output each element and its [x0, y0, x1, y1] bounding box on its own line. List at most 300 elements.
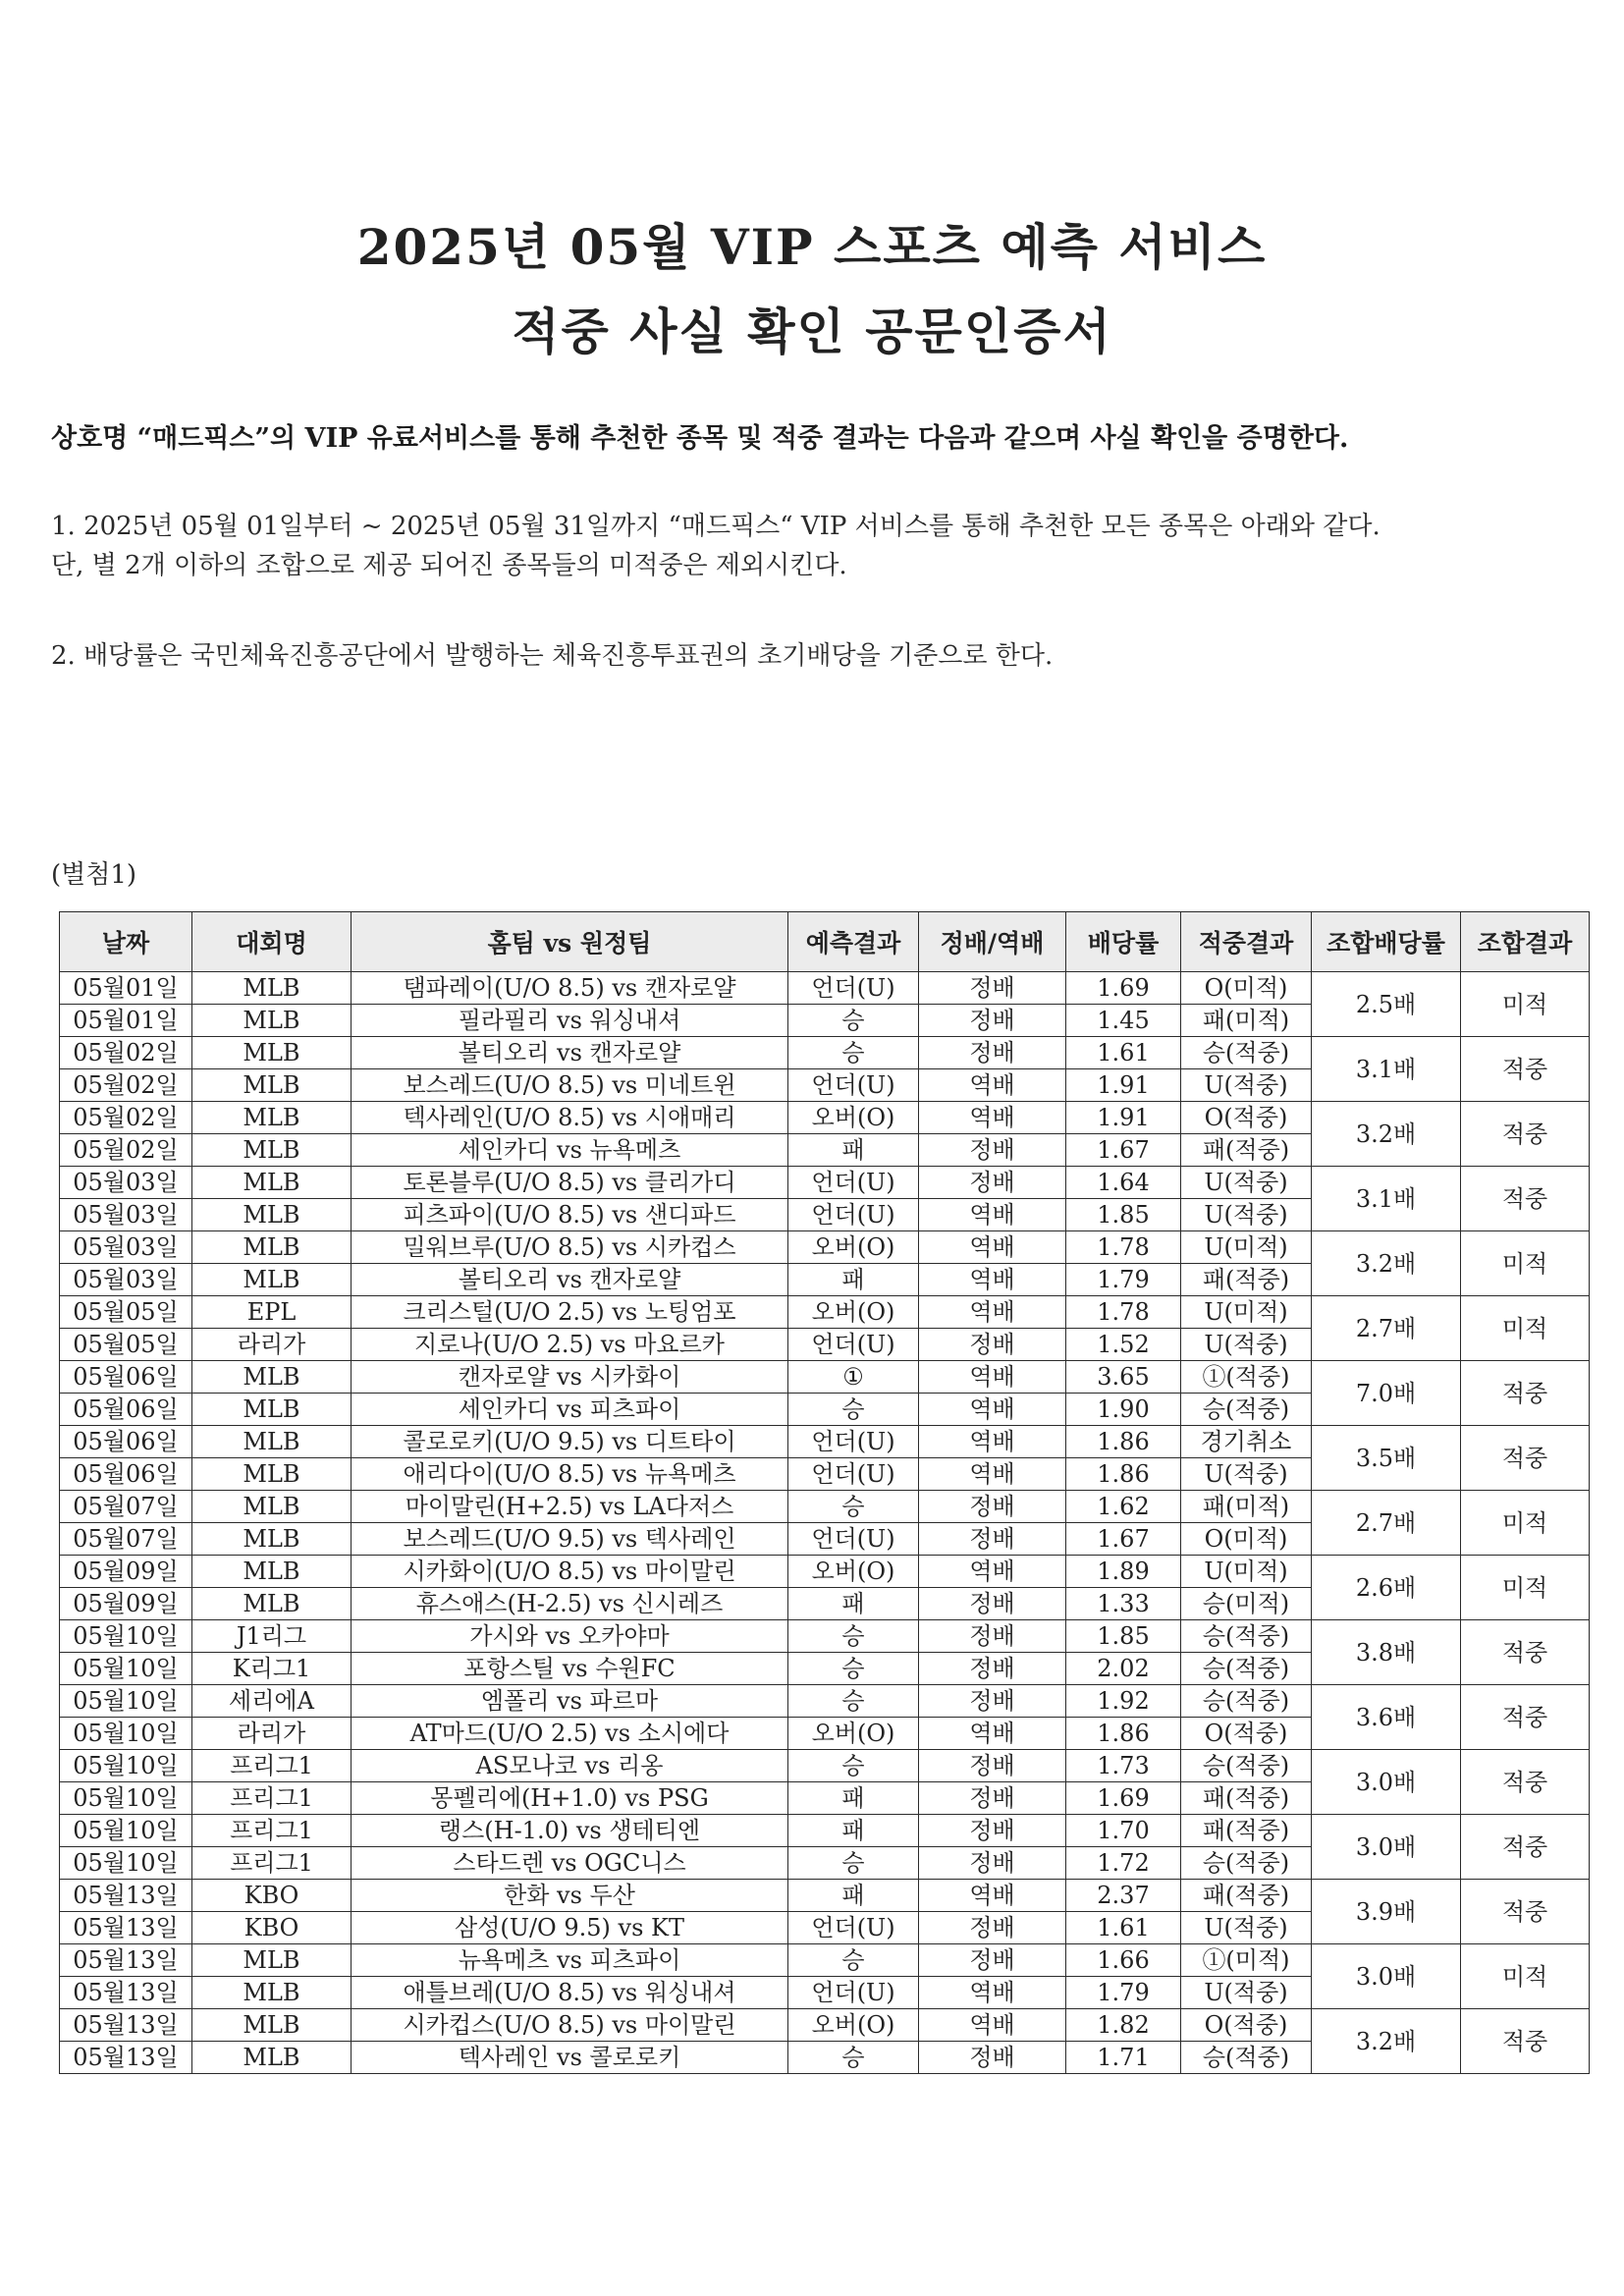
- favorite-cell: 정배: [919, 1167, 1066, 1199]
- result-cell: 패(적중): [1181, 1782, 1312, 1815]
- result-cell: U(적중): [1181, 1912, 1312, 1944]
- combo-result-cell: 적중: [1461, 1167, 1590, 1231]
- odds-cell: 1.70: [1066, 1815, 1181, 1847]
- pick-cell: 언더(U): [788, 972, 919, 1005]
- league-cell: MLB: [192, 1394, 352, 1426]
- result-cell: 승(적중): [1181, 1685, 1312, 1718]
- league-cell: MLB: [192, 1069, 352, 1102]
- match-cell: 시카화이(U/O 8.5) vs 마이말린: [352, 1556, 788, 1588]
- odds-cell: 1.86: [1066, 1426, 1181, 1458]
- match-cell: 보스레드(U/O 8.5) vs 미네트윈: [352, 1069, 788, 1102]
- favorite-cell: 정배: [919, 1653, 1066, 1685]
- result-cell: U(적중): [1181, 1458, 1312, 1491]
- pick-cell: 승: [788, 1944, 919, 1977]
- document-subtitle: 적중 사실 확인 공문인증서: [512, 302, 1112, 360]
- date-cell: 05월07일: [60, 1523, 192, 1556]
- table-row: [60, 1944, 1590, 1977]
- league-cell: 프리그1: [192, 1782, 352, 1815]
- favorite-cell: 정배: [919, 1815, 1066, 1847]
- clause-2: 2. 배당률은 국민체육진흥공단에서 발행하는 체육진흥투표권의 초기배당을 기준으로 한다.: [51, 641, 1054, 671]
- league-cell: KBO: [192, 1880, 352, 1912]
- result-cell: 경기취소: [1181, 1426, 1312, 1458]
- date-cell: 05월03일: [60, 1199, 192, 1231]
- match-cell: 볼티오리 vs 캔자로얄: [352, 1264, 788, 1296]
- table-row: [60, 1620, 1590, 1653]
- favorite-cell: 정배: [919, 1491, 1066, 1523]
- result-cell: 승(적중): [1181, 1620, 1312, 1653]
- table-row: [60, 2009, 1590, 2042]
- result-cell: U(적중): [1181, 1069, 1312, 1102]
- table-header-row: [60, 912, 1590, 972]
- combo-result-cell: 미적: [1461, 1296, 1590, 1361]
- favorite-cell: 정배: [919, 1620, 1066, 1653]
- result-cell: 승(적중): [1181, 1037, 1312, 1069]
- result-cell: O(적중): [1181, 2009, 1312, 2042]
- favorite-cell: 정배: [919, 1685, 1066, 1718]
- attachment-label: (별첨1): [51, 860, 137, 890]
- favorite-cell: 정배: [919, 972, 1066, 1005]
- favorite-cell: 역배: [919, 1199, 1066, 1231]
- match-cell: 랭스(H-1.0) vs 생테티엔: [352, 1815, 788, 1847]
- date-cell: 05월13일: [60, 2009, 192, 2042]
- league-cell: MLB: [192, 2042, 352, 2074]
- combo-result-cell: 미적: [1461, 1556, 1590, 1620]
- league-cell: MLB: [192, 1199, 352, 1231]
- pick-cell: 언더(U): [788, 1426, 919, 1458]
- combo-result-cell: 적중: [1461, 2009, 1590, 2074]
- odds-cell: 1.86: [1066, 1718, 1181, 1750]
- odds-cell: 1.73: [1066, 1750, 1181, 1782]
- favorite-cell: 정배: [919, 1134, 1066, 1167]
- result-cell: 패(적중): [1181, 1264, 1312, 1296]
- favorite-cell: 정배: [919, 1912, 1066, 1944]
- league-cell: 라리가: [192, 1329, 352, 1361]
- league-cell: MLB: [192, 1977, 352, 2009]
- combo-odds-cell: 3.8배: [1312, 1620, 1461, 1685]
- league-cell: 프리그1: [192, 1847, 352, 1880]
- combo-result-cell: 적중: [1461, 1426, 1590, 1491]
- combo-result-cell: 적중: [1461, 1685, 1590, 1750]
- header-favorite: 정배/역배: [919, 912, 1066, 972]
- result-cell: 승(적중): [1181, 1653, 1312, 1685]
- table-row: [60, 1426, 1590, 1458]
- result-cell: ①(미적): [1181, 1944, 1312, 1977]
- result-cell: 승(미적): [1181, 1588, 1312, 1620]
- odds-cell: 1.90: [1066, 1394, 1181, 1426]
- league-cell: J1리그: [192, 1620, 352, 1653]
- pick-cell: 승: [788, 1685, 919, 1718]
- combo-odds-cell: 3.5배: [1312, 1426, 1461, 1491]
- date-cell: 05월13일: [60, 1880, 192, 1912]
- favorite-cell: 역배: [919, 1426, 1066, 1458]
- favorite-cell: 역배: [919, 1069, 1066, 1102]
- league-cell: MLB: [192, 1167, 352, 1199]
- favorite-cell: 역배: [919, 1361, 1066, 1394]
- match-cell: 캔자로얄 vs 시카화이: [352, 1361, 788, 1394]
- odds-cell: 1.79: [1066, 1264, 1181, 1296]
- league-cell: EPL: [192, 1296, 352, 1329]
- lead-statement: 상호명 “매드픽스”의 VIP 유료서비스를 통해 추천한 종목 및 적중 결과는 다음과 같으며 사실 확인을 증명한다.: [51, 423, 1349, 454]
- odds-cell: 1.67: [1066, 1134, 1181, 1167]
- result-cell: 패(미적): [1181, 1005, 1312, 1037]
- pick-cell: 승: [788, 1005, 919, 1037]
- date-cell: 05월10일: [60, 1620, 192, 1653]
- table-row: [60, 1296, 1590, 1329]
- league-cell: 프리그1: [192, 1815, 352, 1847]
- combo-odds-cell: 3.2배: [1312, 1231, 1461, 1296]
- result-cell: O(적중): [1181, 1718, 1312, 1750]
- table-row: [60, 1685, 1590, 1718]
- result-cell: 패(적중): [1181, 1815, 1312, 1847]
- favorite-cell: 역배: [919, 1264, 1066, 1296]
- match-cell: 토론블루(U/O 8.5) vs 클리가디: [352, 1167, 788, 1199]
- pick-cell: 패: [788, 1815, 919, 1847]
- league-cell: MLB: [192, 1491, 352, 1523]
- match-cell: 콜로로키(U/O 9.5) vs 디트타이: [352, 1426, 788, 1458]
- date-cell: 05월10일: [60, 1685, 192, 1718]
- league-cell: MLB: [192, 1426, 352, 1458]
- pick-cell: 오버(O): [788, 2009, 919, 2042]
- result-cell: O(적중): [1181, 1102, 1312, 1134]
- odds-cell: 1.33: [1066, 1588, 1181, 1620]
- pick-cell: 언더(U): [788, 1458, 919, 1491]
- league-cell: 라리가: [192, 1718, 352, 1750]
- date-cell: 05월06일: [60, 1394, 192, 1426]
- date-cell: 05월10일: [60, 1718, 192, 1750]
- match-cell: 스타드렌 vs OGC니스: [352, 1847, 788, 1880]
- date-cell: 05월02일: [60, 1037, 192, 1069]
- odds-cell: 1.72: [1066, 1847, 1181, 1880]
- match-cell: 애리다이(U/O 8.5) vs 뉴욕메츠: [352, 1458, 788, 1491]
- date-cell: 05월03일: [60, 1264, 192, 1296]
- clause-1-line-1: 1. 2025년 05월 01일부터 ~ 2025년 05월 31일까지 “매드픽스“ VIP 서비스를 통해 추천한 모든 종목은 아래와 같다.: [51, 512, 1380, 541]
- match-cell: 텍사레인 vs 콜로로키: [352, 2042, 788, 2074]
- date-cell: 05월10일: [60, 1750, 192, 1782]
- header-combo-odds: 조합배당률: [1312, 912, 1461, 972]
- header-combo-result: 조합결과: [1461, 912, 1590, 972]
- pick-cell: 승: [788, 2042, 919, 2074]
- pick-cell: 승: [788, 1653, 919, 1685]
- match-cell: 크리스털(U/O 2.5) vs 노팅엄포: [352, 1296, 788, 1329]
- match-cell: 엠폴리 vs 파르마: [352, 1685, 788, 1718]
- table-row: [60, 1491, 1590, 1523]
- pick-cell: 오버(O): [788, 1231, 919, 1264]
- header-odds: 배당률: [1066, 912, 1181, 972]
- date-cell: 05월13일: [60, 1977, 192, 2009]
- pick-cell: 승: [788, 1037, 919, 1069]
- date-cell: 05월06일: [60, 1361, 192, 1394]
- combo-result-cell: 적중: [1461, 1815, 1590, 1880]
- match-cell: AT마드(U/O 2.5) vs 소시에다: [352, 1718, 788, 1750]
- combo-odds-cell: 3.2배: [1312, 2009, 1461, 2074]
- combo-result-cell: 미적: [1461, 1944, 1590, 2009]
- combo-odds-cell: 3.1배: [1312, 1167, 1461, 1231]
- pick-cell: 패: [788, 1782, 919, 1815]
- match-cell: AS모나코 vs 리옹: [352, 1750, 788, 1782]
- combo-result-cell: 적중: [1461, 1037, 1590, 1102]
- table-row: [60, 1037, 1590, 1069]
- favorite-cell: 역배: [919, 1880, 1066, 1912]
- favorite-cell: 정배: [919, 1523, 1066, 1556]
- favorite-cell: 역배: [919, 1977, 1066, 2009]
- favorite-cell: 역배: [919, 1458, 1066, 1491]
- result-cell: U(미적): [1181, 1556, 1312, 1588]
- pick-cell: 언더(U): [788, 1329, 919, 1361]
- results-table: [59, 911, 1590, 2074]
- pick-cell: 언더(U): [788, 1069, 919, 1102]
- result-cell: U(적중): [1181, 1199, 1312, 1231]
- date-cell: 05월03일: [60, 1231, 192, 1264]
- date-cell: 05월03일: [60, 1167, 192, 1199]
- table-row: [60, 1361, 1590, 1394]
- date-cell: 05월02일: [60, 1069, 192, 1102]
- match-cell: 애틀브레(U/O 8.5) vs 워싱내셔: [352, 1977, 788, 2009]
- combo-odds-cell: 2.7배: [1312, 1491, 1461, 1556]
- favorite-cell: 역배: [919, 1718, 1066, 1750]
- league-cell: KBO: [192, 1912, 352, 1944]
- combo-odds-cell: 3.0배: [1312, 1815, 1461, 1880]
- table-row: [60, 972, 1590, 1005]
- table-row: [60, 1167, 1590, 1199]
- odds-cell: 1.78: [1066, 1296, 1181, 1329]
- league-cell: MLB: [192, 1005, 352, 1037]
- match-cell: 뉴욕메츠 vs 피츠파이: [352, 1944, 788, 1977]
- league-cell: MLB: [192, 1944, 352, 1977]
- odds-cell: 1.69: [1066, 1782, 1181, 1815]
- combo-result-cell: 미적: [1461, 972, 1590, 1037]
- pick-cell: ①: [788, 1361, 919, 1394]
- table-row: [60, 1750, 1590, 1782]
- date-cell: 05월06일: [60, 1458, 192, 1491]
- date-cell: 05월01일: [60, 1005, 192, 1037]
- combo-result-cell: 미적: [1461, 1491, 1590, 1556]
- date-cell: 05월05일: [60, 1329, 192, 1361]
- favorite-cell: 정배: [919, 1944, 1066, 1977]
- result-cell: O(미적): [1181, 972, 1312, 1005]
- combo-result-cell: 적중: [1461, 1361, 1590, 1426]
- league-cell: MLB: [192, 1037, 352, 1069]
- combo-odds-cell: 3.6배: [1312, 1685, 1461, 1750]
- odds-cell: 1.82: [1066, 2009, 1181, 2042]
- pick-cell: 언더(U): [788, 1977, 919, 2009]
- match-cell: 필라필리 vs 워싱내셔: [352, 1005, 788, 1037]
- result-cell: 패(적중): [1181, 1134, 1312, 1167]
- pick-cell: 승: [788, 1847, 919, 1880]
- match-cell: 탬파레이(U/O 8.5) vs 캔자로얄: [352, 972, 788, 1005]
- date-cell: 05월01일: [60, 972, 192, 1005]
- pick-cell: 오버(O): [788, 1556, 919, 1588]
- clause-1-line-2: 단, 별 2개 이하의 조합으로 제공 되어진 종목들의 미적중은 제외시킨다.: [51, 551, 847, 580]
- match-cell: 삼성(U/O 9.5) vs KT: [352, 1912, 788, 1944]
- pick-cell: 패: [788, 1134, 919, 1167]
- result-cell: U(미적): [1181, 1296, 1312, 1329]
- league-cell: MLB: [192, 1556, 352, 1588]
- result-cell: 승(적중): [1181, 1394, 1312, 1426]
- combo-odds-cell: 3.0배: [1312, 1750, 1461, 1815]
- date-cell: 05월02일: [60, 1102, 192, 1134]
- date-cell: 05월10일: [60, 1847, 192, 1880]
- header-pick: 예측결과: [788, 912, 919, 972]
- odds-cell: 1.86: [1066, 1458, 1181, 1491]
- pick-cell: 오버(O): [788, 1102, 919, 1134]
- combo-result-cell: 적중: [1461, 1880, 1590, 1944]
- odds-cell: 1.52: [1066, 1329, 1181, 1361]
- match-cell: 몽펠리에(H+1.0) vs PSG: [352, 1782, 788, 1815]
- league-cell: MLB: [192, 1134, 352, 1167]
- odds-cell: 1.79: [1066, 1977, 1181, 2009]
- result-cell: 패(적중): [1181, 1880, 1312, 1912]
- odds-cell: 1.71: [1066, 2042, 1181, 2074]
- favorite-cell: 역배: [919, 1296, 1066, 1329]
- odds-cell: 1.64: [1066, 1167, 1181, 1199]
- league-cell: MLB: [192, 1523, 352, 1556]
- match-cell: 세인카디 vs 피츠파이: [352, 1394, 788, 1426]
- match-cell: 휴스애스(H-2.5) vs 신시레즈: [352, 1588, 788, 1620]
- header-date: 날짜: [60, 912, 192, 972]
- match-cell: 세인카디 vs 뉴욕메츠: [352, 1134, 788, 1167]
- pick-cell: 언더(U): [788, 1199, 919, 1231]
- match-cell: 보스레드(U/O 9.5) vs 텍사레인: [352, 1523, 788, 1556]
- combo-odds-cell: 7.0배: [1312, 1361, 1461, 1426]
- date-cell: 05월09일: [60, 1556, 192, 1588]
- odds-cell: 1.85: [1066, 1620, 1181, 1653]
- result-cell: U(미적): [1181, 1231, 1312, 1264]
- result-cell: 패(미적): [1181, 1491, 1312, 1523]
- favorite-cell: 역배: [919, 2009, 1066, 2042]
- table-row: [60, 1231, 1590, 1264]
- odds-cell: 1.67: [1066, 1523, 1181, 1556]
- favorite-cell: 역배: [919, 1556, 1066, 1588]
- odds-cell: 2.02: [1066, 1653, 1181, 1685]
- pick-cell: 오버(O): [788, 1718, 919, 1750]
- table-row: [60, 1102, 1590, 1134]
- league-cell: MLB: [192, 1264, 352, 1296]
- result-cell: 승(적중): [1181, 1847, 1312, 1880]
- odds-cell: 1.61: [1066, 1037, 1181, 1069]
- date-cell: 05월13일: [60, 1944, 192, 1977]
- favorite-cell: 정배: [919, 1588, 1066, 1620]
- odds-cell: 2.37: [1066, 1880, 1181, 1912]
- header-match: 홈팀 vs 원정팀: [352, 912, 788, 972]
- combo-odds-cell: 3.0배: [1312, 1944, 1461, 2009]
- date-cell: 05월10일: [60, 1653, 192, 1685]
- match-cell: 시카컵스(U/O 8.5) vs 마이말린: [352, 2009, 788, 2042]
- combo-result-cell: 적중: [1461, 1102, 1590, 1167]
- favorite-cell: 역배: [919, 1394, 1066, 1426]
- date-cell: 05월10일: [60, 1782, 192, 1815]
- match-cell: 한화 vs 두산: [352, 1880, 788, 1912]
- header-result: 적중결과: [1181, 912, 1312, 972]
- odds-cell: 1.89: [1066, 1556, 1181, 1588]
- clause-1: [51, 507, 1583, 585]
- favorite-cell: 역배: [919, 1231, 1066, 1264]
- pick-cell: 승: [788, 1750, 919, 1782]
- combo-odds-cell: 3.1배: [1312, 1037, 1461, 1102]
- pick-cell: 승: [788, 1620, 919, 1653]
- favorite-cell: 정배: [919, 1037, 1066, 1069]
- pick-cell: 패: [788, 1880, 919, 1912]
- combo-result-cell: 미적: [1461, 1231, 1590, 1296]
- odds-cell: 1.91: [1066, 1102, 1181, 1134]
- odds-cell: 1.45: [1066, 1005, 1181, 1037]
- result-cell: U(적중): [1181, 1329, 1312, 1361]
- favorite-cell: 정배: [919, 1005, 1066, 1037]
- result-cell: ①(적중): [1181, 1361, 1312, 1394]
- document-title: 2025년 05월 VIP 스포츠 예측 서비스: [356, 218, 1268, 276]
- combo-odds-cell: 2.7배: [1312, 1296, 1461, 1361]
- pick-cell: 언더(U): [788, 1912, 919, 1944]
- result-cell: O(미적): [1181, 1523, 1312, 1556]
- favorite-cell: 정배: [919, 1750, 1066, 1782]
- date-cell: 05월09일: [60, 1588, 192, 1620]
- league-cell: 세리에A: [192, 1685, 352, 1718]
- match-cell: 지로나(U/O 2.5) vs 마요르카: [352, 1329, 788, 1361]
- result-cell: U(적중): [1181, 1977, 1312, 2009]
- date-cell: 05월02일: [60, 1134, 192, 1167]
- table-row: [60, 1556, 1590, 1588]
- match-cell: 볼티오리 vs 캔자로얄: [352, 1037, 788, 1069]
- league-cell: MLB: [192, 1361, 352, 1394]
- table-row: [60, 1880, 1590, 1912]
- favorite-cell: 정배: [919, 1782, 1066, 1815]
- league-cell: MLB: [192, 972, 352, 1005]
- pick-cell: 언더(U): [788, 1167, 919, 1199]
- odds-cell: 1.66: [1066, 1944, 1181, 1977]
- favorite-cell: 역배: [919, 1102, 1066, 1134]
- pick-cell: 오버(O): [788, 1296, 919, 1329]
- match-cell: 피츠파이(U/O 8.5) vs 샌디파드: [352, 1199, 788, 1231]
- league-cell: K리그1: [192, 1653, 352, 1685]
- combo-odds-cell: 2.5배: [1312, 972, 1461, 1037]
- odds-cell: 1.92: [1066, 1685, 1181, 1718]
- favorite-cell: 정배: [919, 1329, 1066, 1361]
- match-cell: 가시와 vs 오카야마: [352, 1620, 788, 1653]
- result-cell: 승(적중): [1181, 1750, 1312, 1782]
- result-cell: U(적중): [1181, 1167, 1312, 1199]
- odds-cell: 1.85: [1066, 1199, 1181, 1231]
- league-cell: MLB: [192, 1231, 352, 1264]
- combo-result-cell: 적중: [1461, 1620, 1590, 1685]
- table-row: [60, 1815, 1590, 1847]
- league-cell: MLB: [192, 1588, 352, 1620]
- pick-cell: 언더(U): [788, 1523, 919, 1556]
- date-cell: 05월05일: [60, 1296, 192, 1329]
- match-cell: 밀워브루(U/O 8.5) vs 시카컵스: [352, 1231, 788, 1264]
- date-cell: 05월13일: [60, 2042, 192, 2074]
- league-cell: 프리그1: [192, 1750, 352, 1782]
- date-cell: 05월10일: [60, 1815, 192, 1847]
- header-league: 대회명: [192, 912, 352, 972]
- combo-result-cell: 적중: [1461, 1750, 1590, 1815]
- date-cell: 05월13일: [60, 1912, 192, 1944]
- favorite-cell: 정배: [919, 1847, 1066, 1880]
- combo-odds-cell: 2.6배: [1312, 1556, 1461, 1620]
- pick-cell: 승: [788, 1491, 919, 1523]
- favorite-cell: 정배: [919, 2042, 1066, 2074]
- date-cell: 05월07일: [60, 1491, 192, 1523]
- odds-cell: 1.91: [1066, 1069, 1181, 1102]
- odds-cell: 1.62: [1066, 1491, 1181, 1523]
- odds-cell: 1.78: [1066, 1231, 1181, 1264]
- date-cell: 05월06일: [60, 1426, 192, 1458]
- match-cell: 포항스틸 vs 수원FC: [352, 1653, 788, 1685]
- combo-odds-cell: 3.2배: [1312, 1102, 1461, 1167]
- odds-cell: 1.61: [1066, 1912, 1181, 1944]
- league-cell: MLB: [192, 1102, 352, 1134]
- results-body: [60, 972, 1590, 2074]
- odds-cell: 1.69: [1066, 972, 1181, 1005]
- result-cell: 승(적중): [1181, 2042, 1312, 2074]
